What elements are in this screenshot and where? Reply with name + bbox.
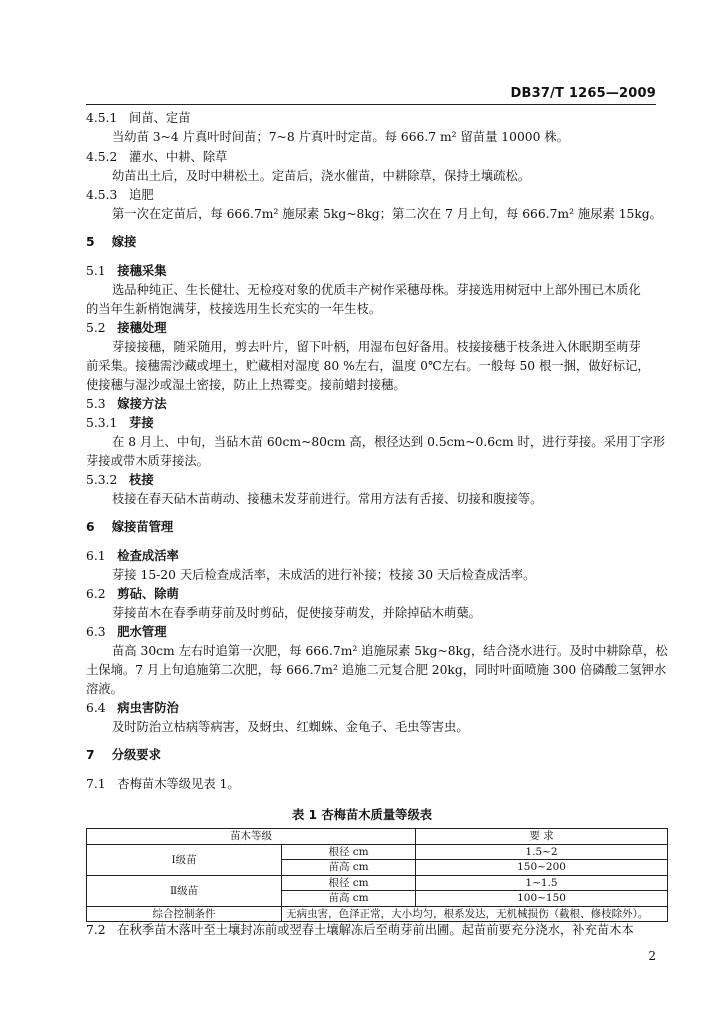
value-cell: 100~150 (416, 891, 668, 907)
heading-4-5-1 (86, 110, 191, 126)
section-number: 6.3 (86, 625, 106, 639)
heading-6-1 (86, 548, 179, 564)
paragraph: 杏梅苗木等级见表 1。 (117, 777, 240, 791)
section-title: 分级要求 (111, 748, 161, 762)
section-title: 接穗采集 (117, 264, 167, 278)
grade-label: Ⅰ级苗 (87, 844, 282, 875)
paragraph: 土保墒。7 月上旬追施第二次肥，每 666.7m² 追施二元复合肥 20kg，同时叶面喷施 300 倍磷酸二氢钾水 (86, 663, 667, 677)
item-cell: 根径 cm (282, 844, 416, 860)
table-title: 表 1 杏梅苗木质量等级表 (291, 808, 433, 822)
heading-6-4 (86, 700, 179, 716)
section-title: 芽接 (129, 416, 154, 430)
table-row (87, 875, 668, 891)
section-number: 6.1 (86, 549, 106, 563)
heading-6 (86, 519, 173, 535)
section-title: 枝接 (129, 473, 154, 487)
paragraph: 芽接苗木在春季萌芽前及时剪砧，促使接芽萌发，并除掉砧木萌蘖。 (112, 606, 481, 620)
section-number: 5 (86, 235, 95, 249)
section-number: 7.1 (86, 777, 106, 791)
section-title: 接穗处理 (117, 321, 167, 335)
paragraph: 前采集。接穗需沙藏或埋土，贮藏相对湿度 80 %左右，温度 0℃左右。一般每 50 根一捆，做好标记， (86, 359, 650, 373)
section-title: 剪砧、除萌 (117, 587, 179, 601)
heading-5-2 (86, 320, 167, 336)
heading-7 (86, 747, 161, 763)
paragraph: 及时防治立枯病等病害，及蚜虫、红蜘蛛、金龟子、毛虫等害虫。 (112, 720, 469, 734)
paragraph: 溶液。 (86, 682, 123, 696)
section-number: 7 (86, 748, 95, 762)
paragraph: 幼苗出土后，及时中耕松土。定苗后，浇水催苗，中耕除草，保持土壤疏松。 (112, 169, 531, 183)
section-number: 5.1 (86, 264, 106, 278)
section-number: 4.5.1 (86, 111, 118, 125)
heading-6-3 (86, 624, 167, 640)
heading-4-5-3 (86, 187, 154, 203)
page-number: 2 (648, 949, 656, 963)
overall-label: 综合控制条件 (87, 906, 282, 922)
grade-label: Ⅱ级苗 (87, 875, 282, 906)
standard-code: DB37/T 1265—2009 (510, 86, 656, 101)
paragraph: 芽接接穗，随采随用，剪去叶片，留下叶柄，用湿布包好备用。枝接接穗于枝条进入休眠期至萌芽 (112, 340, 641, 354)
paragraph: 枝接在春天砧木苗萌动、接穗未发芽前进行。常用方法有舌接、切接和腹接等。 (112, 492, 543, 506)
heading-5 (86, 234, 136, 250)
paragraph: 使接穗与湿沙或湿土密接，防止上热霉变。接前蜡封接穗。 (86, 378, 406, 392)
quality-grade-table (86, 828, 668, 922)
paragraph: 当幼苗 3~4 片真叶时间苗；7~8 片真叶时定苗。每 666.7 m² 留苗量 10000 株。 (112, 130, 569, 144)
section-number: 4.5.2 (86, 150, 118, 164)
header-rule (86, 104, 656, 105)
overall-value: 无病虫害，色泽正常，大小均匀，根系发达，无机械损伤（截根、修枝除外）。 (282, 906, 668, 922)
section-title: 病虫害防治 (117, 701, 179, 715)
heading-5-3 (86, 396, 167, 412)
section-title: 嫁接方法 (117, 397, 167, 411)
table-row (87, 844, 668, 860)
section-title: 嫁接苗管理 (111, 520, 174, 534)
section-title: 检查成活率 (117, 549, 179, 563)
item-cell: 苗高 cm (282, 891, 416, 907)
paragraph: 第一次在定苗后，每 666.7m² 施尿素 5kg~8kg；第二次在 7 月上旬，每 666.7m² 施尿素 15kg。 (112, 207, 662, 221)
heading-6-2 (86, 586, 179, 602)
paragraph: 的当年生新梢饱满芽，枝接选用生长充实的一年生枝。 (86, 302, 382, 316)
section-number: 5.2 (86, 321, 106, 335)
item-cell: 苗高 cm (282, 860, 416, 876)
paragraph: 芽接或带木质芽接法。 (86, 454, 209, 468)
heading-5-3-2 (86, 472, 154, 488)
heading-4-5-2 (86, 149, 227, 165)
section-number: 5.3.2 (86, 473, 118, 487)
section-title: 间苗、定苗 (129, 111, 191, 125)
section-number: 6 (86, 520, 95, 534)
paragraph: 在秋季苗木落叶至土壤封冻前或翌春土壤解冻后至萌芽前出圃。起苗前要充分浇水，补充苗木本 (117, 923, 634, 937)
paragraph: 苗高 30cm 左右时追第一次肥，每 666.7m² 追施尿素 5kg~8kg，结合浇水进行。及时中耕除草，松 (112, 644, 668, 658)
section-title: 灌水、中耕、除草 (129, 150, 228, 164)
section-number: 5.3 (86, 397, 106, 411)
heading-5-3-1 (86, 415, 154, 431)
table-row (87, 906, 668, 922)
paragraph: 选品种纯正、生长健壮、无检疫对象的优质丰产树作采穗母株。芽接选用树冠中上部外围已木质化 (112, 283, 641, 297)
section-number: 6.2 (86, 587, 106, 601)
value-cell: 150~200 (416, 860, 668, 876)
heading-5-1 (86, 263, 167, 279)
header-cell-requirement: 要 求 (416, 829, 668, 845)
clause-7-1 (86, 776, 240, 792)
section-title: 追肥 (129, 188, 154, 202)
clause-7-2 (86, 922, 634, 938)
section-number: 6.4 (86, 701, 106, 715)
value-cell: 1.5~2 (416, 844, 668, 860)
header-cell-grade: 苗木等级 (87, 829, 416, 845)
value-cell: 1~1.5 (416, 875, 668, 891)
section-title: 嫁接 (111, 235, 137, 249)
section-number: 4.5.3 (86, 188, 118, 202)
section-number: 5.3.1 (86, 416, 118, 430)
paragraph: 在 8 月上、中旬，当砧木苗 60cm~80cm 高，根径达到 0.5cm~0.6cm 时，进行芽接。采用丁字形 (112, 435, 666, 449)
table-header-row (87, 829, 668, 845)
section-title: 肥水管理 (117, 625, 167, 639)
section-number: 7.2 (86, 923, 106, 937)
paragraph: 芽接 15-20 天后检查成活率，未成活的进行补接；枝接 30 天后检查成活率。 (112, 568, 536, 582)
item-cell: 根径 cm (282, 875, 416, 891)
